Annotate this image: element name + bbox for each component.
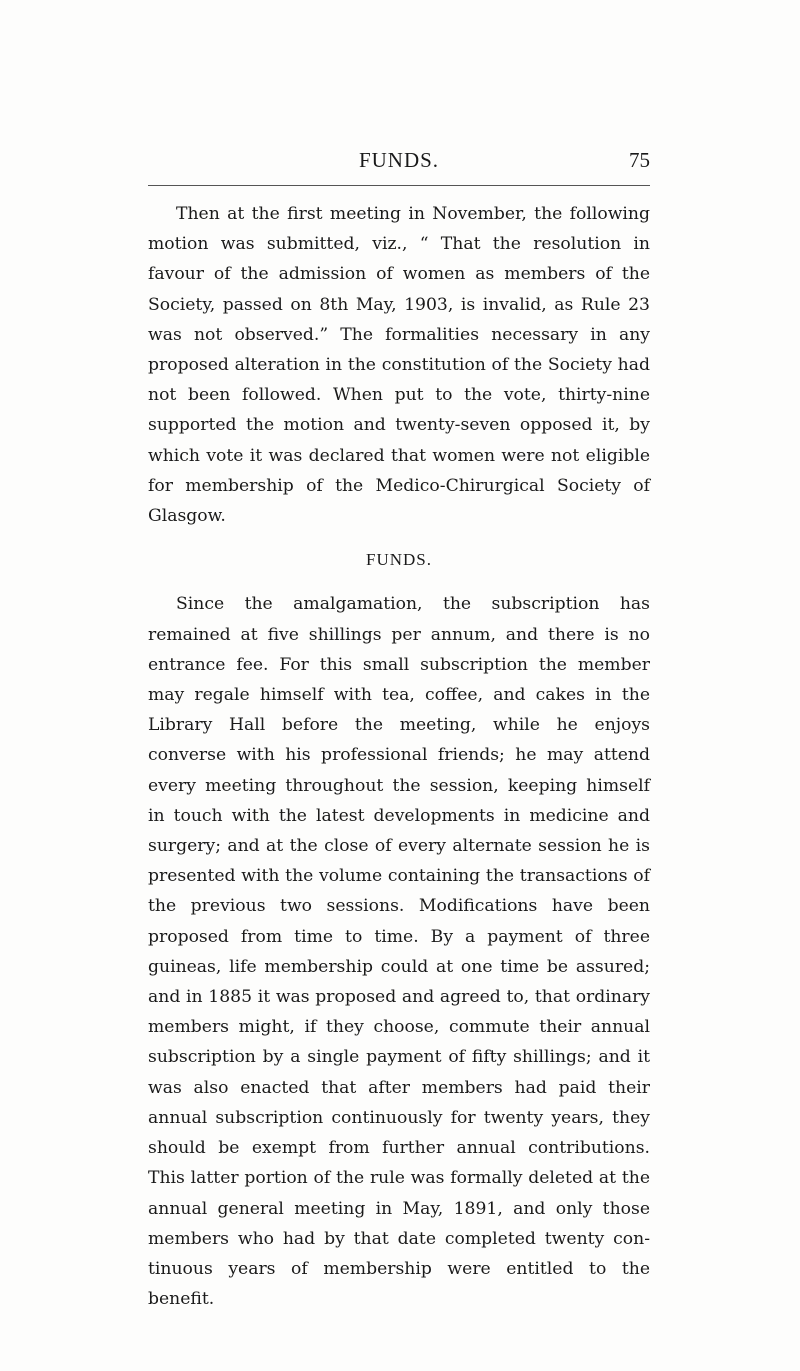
body-text [148, 199, 650, 1314]
running-head: FUNDS. [358, 148, 440, 172]
page-number: 75 [629, 148, 650, 172]
header-rule [148, 185, 650, 186]
paragraph-motion: Then at the first meeting in November, the following motion was submitted, viz., “ That the resolution in favour of the admission of women as members of the Society, passed on 8th May, 1903, is invalid, as Rule 23 was not observed.” The formalities necessary in any proposed alteration in the constitution of the Society had not been followed. When put to the vote, thirty-nine supported the motion and twenty-seven opposed it, by which vote it was declared that women were not eligible for membership of the Medico-Chirurgical Society of Glasgow. [148, 204, 650, 527]
section-heading-funds: FUNDS. [366, 550, 432, 570]
page-header [148, 148, 650, 182]
paragraph-funds: Since the amalgamation, the subscription has remained at five shillings per annum, and there is no entrance fee. For this small subscription the member may regale himself with tea, coffee, and cakes in the Library Hall before the meeting, while he enjoys converse with his professional friends; he may attend every meeting throughout the session, keeping himself in touch with the latest developments in medicine and surgery; and at the close of every alternate session he is presented with the volume containing the transactions of the previous two sessions. Modifications have been proposed from time to time. By a payment of three guineas, life membership could at one time be assured; and in 1885 it was proposed and agreed to, that ordinary members might, if they choose, commute their annual subscription by a single payment of fifty shillings; and it was also enacted that after members had paid their annual subscription continuously for twenty years, they should be exempt from further annual contributions. This latter portion of the rule was formally deleted at the annual general meeting in May, 1891, and only those members who had by that date completed twenty continuous years of membership were entitled to the benefit. [148, 594, 650, 1310]
